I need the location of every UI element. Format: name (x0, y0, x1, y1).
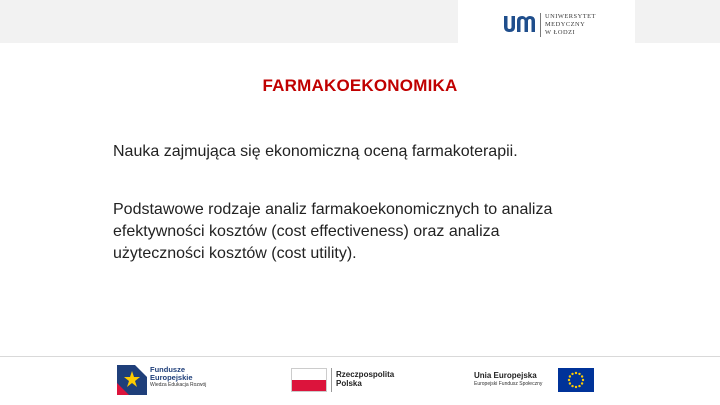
ue-fund: Europejski Fundusz Społeczny (474, 381, 543, 387)
fundusze-text (150, 366, 206, 389)
rp-divider (331, 368, 332, 392)
eu-flag-icon (558, 368, 594, 392)
university-name-line2: MEDYCZNY (545, 21, 586, 28)
fundusze-line1: Fundusze (150, 365, 185, 374)
rzeczpospolita-text (336, 370, 394, 388)
fundusze-line2: Europejskie (150, 373, 193, 382)
paragraph-analysis-types: Podstawowe rodzaje analiz farmakoekonomicznych to analiza efektywności kosztów (cost effectiveness) oraz analiza użyteczności kosztów (cost utility). (113, 201, 553, 262)
rzeczpospolita-polska-logo (291, 365, 411, 397)
header-band-left (0, 0, 458, 43)
polish-flag-icon (291, 368, 327, 392)
rp-line1: Rzeczpospolita (336, 370, 395, 379)
rp-line2: Polska (336, 379, 362, 388)
footer-divider (0, 356, 720, 357)
university-logo (468, 0, 634, 43)
um-logo-mark (502, 14, 538, 34)
fundusze-star-icon (117, 365, 147, 395)
fundusze-program: Wiedza Edukacja Rozwój (150, 382, 207, 388)
unia-europejska-logo (474, 365, 599, 397)
university-name-line1: UNIWERSYTET (545, 13, 596, 20)
university-name (545, 13, 596, 37)
paragraph-definition: Nauka zajmująca się ekonomiczną oceną farmakoterapii. (113, 143, 518, 160)
ue-line1: Unia Europejska (474, 371, 537, 380)
page-title: FARMAKOEKONOMIKA (262, 76, 458, 95)
fundusze-europejskie-logo (117, 365, 237, 397)
university-name-line3: W ŁODZI (545, 29, 576, 36)
logo-divider (540, 13, 541, 37)
header-band-right (635, 0, 720, 43)
unia-europejska-text (474, 371, 542, 389)
